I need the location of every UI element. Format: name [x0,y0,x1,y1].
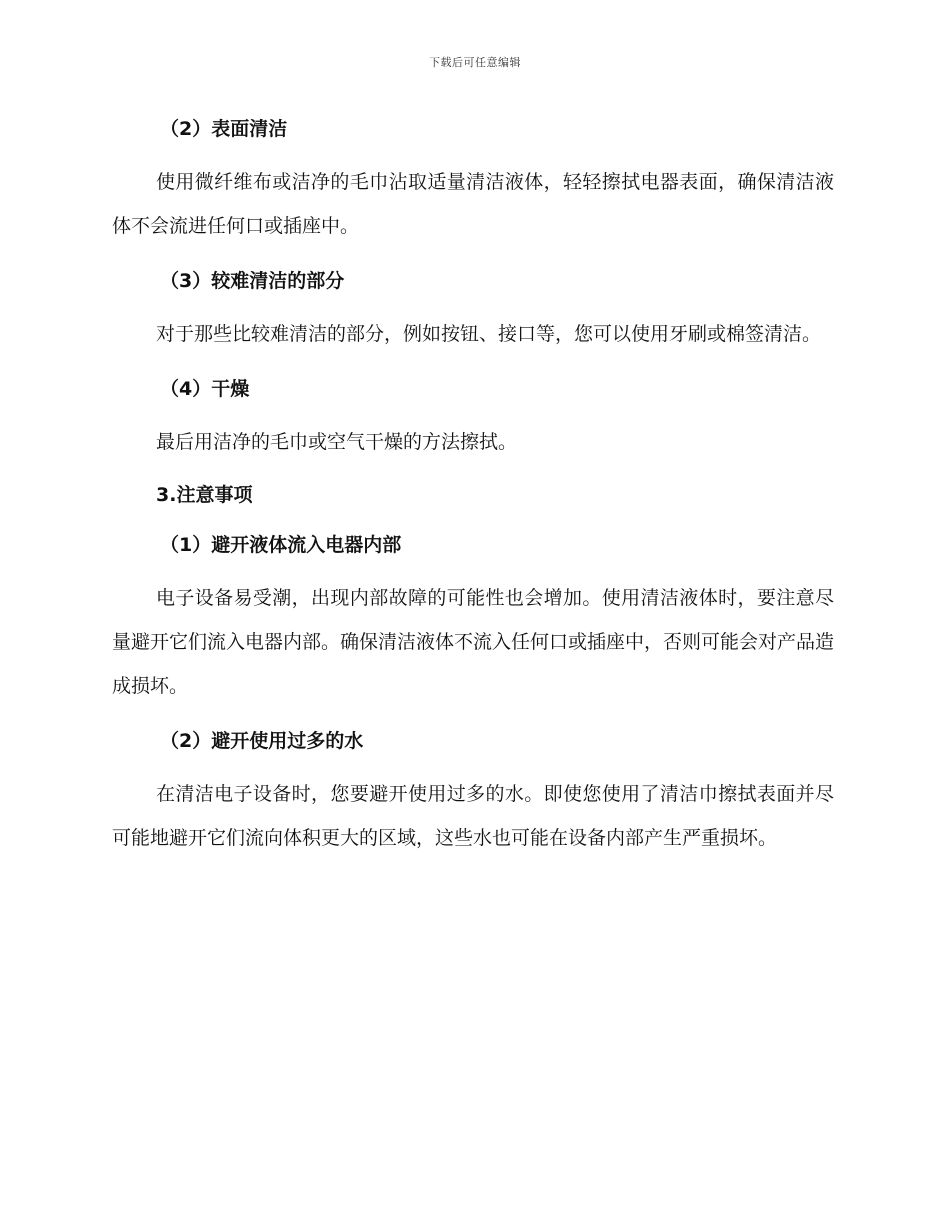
paragraph-avoid-liquid: 电子设备易受潮，出现内部故障的可能性也会增加。使用清洁液体时，要注意尽量避开它们流入电器内部。确保清洁液体不流入任何口或插座中，否则可能会对产品造成损坏。 [112,587,835,697]
heading-precautions: 3.注意事项 [156,484,253,506]
paragraph-surface-cleaning: 使用微纤维布或洁净的毛巾沾取适量清洁液体，轻轻擦拭电器表面，确保清洁液体不会流进任何口或插座中。 [112,171,834,237]
heading-avoid-liquid: （1）避开液体流入电器内部 [160,534,402,556]
heading-hard-to-clean: （3）较难清洁的部分 [160,270,345,292]
document-body [112,110,834,860]
paragraph-drying: 最后用洁净的毛巾或空气干燥的方法擦拭。 [156,431,518,453]
heading-drying: （4）干燥 [160,378,250,400]
page-header: 下载后可任意编辑 [429,56,521,69]
heading-surface-cleaning: （2）表面清洁 [160,118,288,140]
paragraph-hard-to-clean: 对于那些比较难清洁的部分，例如按钮、接口等，您可以使用牙刷或棉签清洁。 [156,323,822,345]
paragraph-avoid-water: 在清洁电子设备时，您要避开使用过多的水。即使您使用了清洁巾擦拭表面并尽可能地避开它们流向体积更大的区域，这些水也可能在设备内部产生严重损坏。 [112,783,834,849]
heading-avoid-water: （2）避开使用过多的水 [160,730,364,752]
